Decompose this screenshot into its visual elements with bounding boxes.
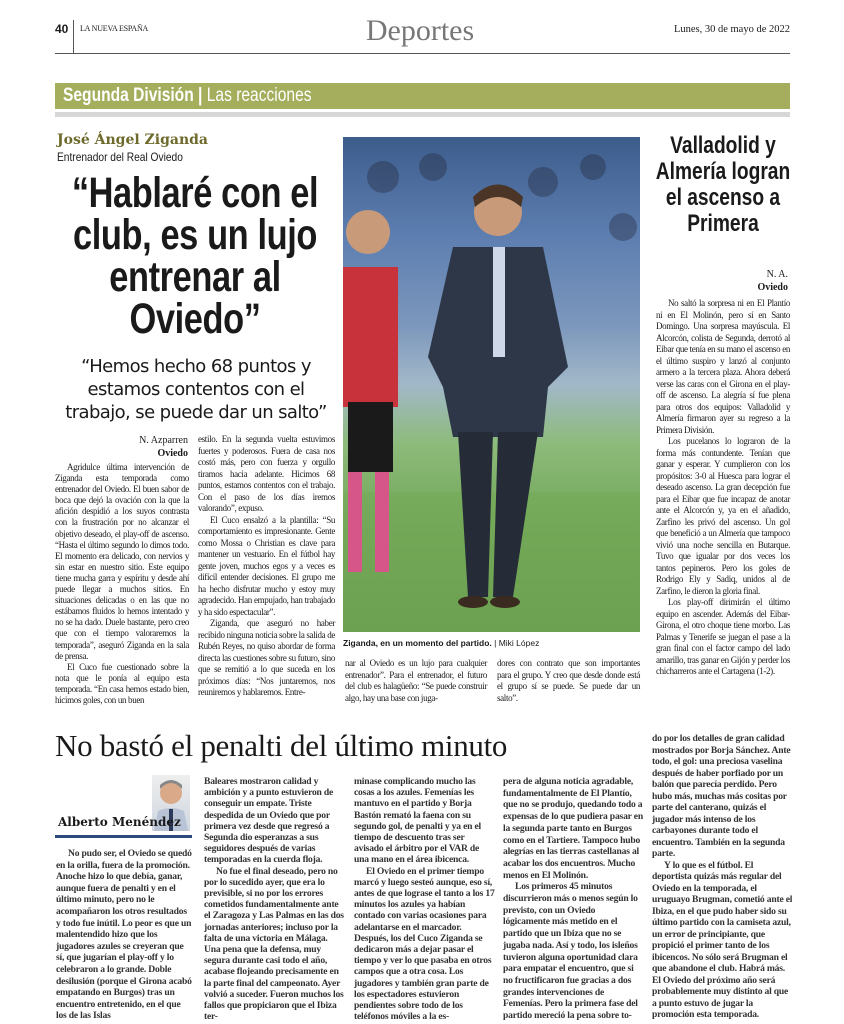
byline-city: Oviedo [157,448,188,459]
issue-date: Lunes, 30 de mayo de 2022 [673,24,790,35]
paragraph: pera de alguna noticia agradable, fundamentalmente de El Plantío, que no se produjo, quedando todo a expensas de lo que pudiera pasar en la segunda parte tanto en Burgos como en el Tartiere. Tampoco hubo alegrías en las tierras castellanas al acabar los dos encuentros. Mucho menos en El Molinón. [503,776,643,881]
paragraph: nar al Oviedo es un lujo para cualquier entrenador”. Para el entrenador, el futuro del club es halagüeño: “Se puede construir algo, hay una base con juga- [345,658,487,703]
photo-caption: Ziganda, en un momento del partido. | Miki López [343,638,540,648]
interviewee-name: José Ángel Ziganda [57,132,208,148]
byline-author: N. A. [766,269,788,280]
banner-section: Segunda División [63,85,194,106]
paragraph: estilo. En la segunda vuelta estuvimos fuertes y poderosos. Fuera de casa nos costó más, pero con fuerza y orgullo tiramos hacia adelante. Hicimos 68 puntos, estamos contentos con el trabajo. Con el paso de los días iremos valorando”, expuso. [198,434,335,513]
main-article-column-3 [345,658,487,704]
opinion-column-2 [204,776,346,1022]
paragraph: Los play-off dirimirán el último equipo en ascender. Además del Eibar-Girona, el otro choque tiene morbo. Las Palmas y Tenerife se juegan el pase a la gran final con el factor campo del lado amarillo, tras ganar en Gijón y perder los chicharreros ante el Cartagena (1-2). [656,597,790,676]
paragraph: dores con contrato que son importantes para el grupo. Y creo que desde donde está el grupo sí se puede. Se puede dar un salto”. [497,658,640,703]
opinion-column-3 [354,776,496,1022]
paragraph: Baleares mostraron calidad y ambición y a punto estuvieron de conseguir un empate. Triste despedida de un Oviedo que por primera vez desde que regresó a Segunda dio esperanzas a sus seguidores después de varias temporadas en la cuerda floja. [204,776,334,866]
paragraph: No saltó la sorpresa ni en El Plantío ni en El Molinón, pero sí en Santo Domingo. Una sorpresa mayúscula. El Alcorcón, colista de Segunda, derrotó al Eibar que tenía en su mano el ascenso en el último suspiro y lanzó al conjunto armero a la tercera plaza. Ahora deberá verse las caras con el Girona en el play-off de ascenso. La alegría sí fue plena para otros dos equipos: Valladolid y Almería firmaron ayer su regreso a la Primera División. [656,298,790,435]
paragraph: minase complicando mucho las cosas a los azules. Femenías les mantuvo en el partido y Borja Bastón remató la faena con su segundo gol, de penalti y ya en el tiempo de descuento tras ser avisado el árbitro por el VAR de una mano en el área ibicenca. [354,776,481,866]
photo-illustration [343,137,640,632]
opinion-column-1 [56,848,192,1022]
header-divider [73,20,74,54]
byline-author: N. Azparren [139,435,188,446]
columnist-rule [55,835,192,838]
banner-subsection: Las reacciones [206,85,312,106]
newspaper-name: LA NUEVA ESPAÑA [80,24,149,33]
main-article-column-4 [497,658,640,704]
opinion-headline: No bastó el penalti del último minuto [55,728,508,763]
side-byline [700,268,788,294]
side-headline: Valladolid y Almería logran el ascenso a Primera [655,132,791,237]
paragraph: El Cuco ensalzó a la plantilla: “Su comportamiento es impresionante. Gente como Mossa o Christian es clave para mantener un vestuario. En el fútbol hay gente joven, muchos egos y a veces es difícil entender decisiones. El grupo me ha hecho disfrutar mucho y estoy muy agradecido. Han empujado, han trabajado y ha sido espectacular”. [198,514,335,617]
main-article-column-1 [55,462,189,706]
paragraph: Y lo que es el fútbol. El deportista quizás más regular del Oviedo en la temporada, el uruguayo Brugman, cometió ante el Ibiza, en el que pudo haber sido su último partido con la camiseta azul, un error de principiante, que propició el primer tanto de los ibicencos. No sólo será Brugman el que abandone el club. Habrá más. El Oviedo del próximo año será probablemente muy distinto al que a punto estuvo de jugar la promoción esta temporada. [652,859,793,1020]
opinion-column-5 [652,733,794,1021]
paragraph: No fue el final deseado, pero no por lo sucedido ayer, que era lo previsible, si no por los errores cometidos fundamentalmente ante el Zaragoza y Las Palmas en las dos jornadas anteriores; incluso por la falta de una victoria en Málaga. Una pena que la defensa, muy segura durante casi todo el año, acabase flojeando precisamente en la parte final del campeonato. Ayer volvió a suceder. Fueron muchos los fallos que propiciaron que el Ibiza ter- [204,865,344,1023]
columnist-name: Alberto Menéndez [58,815,181,829]
side-article-body [656,298,790,678]
main-article-column-2 [198,434,335,699]
banner-underline [55,112,790,117]
ziganda-photo [343,137,640,632]
paragraph: El Oviedo en el primer tiempo marcó y luego sesteó aunque, eso sí, antes de que lograse el tanto a los 17 minutos los azules ya habían contado con varias ocasiones para adelantarse en el marcador. Después, los del Cuco Ziganda se dedicaron más a dejar pasar el tiempo y ver lo que pasaba en otros campos que a otra cosa. Los jugadores y también gran parte de los espectadores estuvieron pendientes sobre todo de los teléfonos móviles a la es- [354,865,495,1023]
interviewee-role: Entrenador del Real Oviedo [57,150,183,164]
header-rule [55,53,790,54]
byline-city: Oviedo [757,282,788,293]
page-number: 40 [55,22,69,36]
banner-separator: | [198,85,203,106]
main-subheadline: “Hemos hecho 68 puntos y estamos contentos con el trabajo, se puede dar un salto” [65,356,327,423]
paragraph: do por los detalles de gran calidad mostrados por Borja Sánchez. Ante todo, el gol: una preciosa vaselina después de haber porfiado por un balón que parecía perdido. Pero hubo más, muchas más cositas por parte del canterano, quizás el jugador más intenso de los carbayones durante todo el encuentro. También en la segunda parte. [652,733,791,859]
photo-credit: | Miki López [494,638,540,648]
paragraph: Ziganda, que aseguró no haber recibido ninguna noticia sobre la salida de Rubén Reyes, no quiso abordar de forma directa las cuestiones sobre su futuro, sino que se remitió a lo que suceda en los próximos días: “Nos juntaremos, nos reuniremos y hablaremos. Entre- [198,618,335,697]
paragraph: No pudo ser, el Oviedo se quedó en la orilla, fuera de la promoción. Anoche hizo lo que debía, ganar, aunque fuera de penalti y en el último minuto, pero no le acompañaron los otros resultados y todo fue inútil. Lo peor es que un malentendido hizo que los jugadores azules se creyeran que sí, que jugarían el play-off y lo celebraron a lo grande. Doble desilusión (porque el Girona acabó empatando en Burgos) tras un encuentro entretenido, en el que los de las Islas [56,848,192,1022]
main-byline [100,434,188,460]
paragraph: Los pucelanos lo lograron de la forma más contundente. Tenían que ganar y esperar. Y cumplieron con los propósitos: 3-0 al Huesca para lograr el deseado ascenso. La gran decepción fue para el Eibar que fue incapaz de anotar ante el Alcorcón y, ya en el añadido, Zarfino les privó del ascenso. Un gol que benefició a un Almería que tampoco vivió una noche sencilla en Butarque. Tuvo que igualar por dos veces los tantos pepineros. Pero los goles de Rodrigo Ely y Sadiq, unidos al de Zarfino, le dieron la gloria final. [656,436,790,596]
section-banner [55,83,790,109]
paragraph: El Cuco fue cuestionado sobre la nota que le ponía al equipo esta temporada. “En casa hemos estado bien, hicimos goles, con un buen [55,661,189,705]
main-headline: “Hablaré con el club, es un lujo entrenar al Oviedo” [71,169,319,343]
paragraph: Agridulce última intervención de Ziganda esta temporada como entrenador del Oviedo. El buen sabor de boca que dejó la ovación con la que la afición despidió a los suyos contrasta con la frustración por no alcanzar el objetivo deseado, el play-off de ascenso. “Hasta el último segundo lo dimos todo. El momento era delicado, con nervios y sin estar en nuestro sitio. Este equipo tiene mucha garra y espíritu y desde ahí puede llegar a muchos sitios. En situaciones delicadas o en las que no estábamos fluidos lo hemos intentado y no se ha dado. Duele bastante, pero creo que con el tiempo valoraremos la temporada”, aseguró Ziganda en la sala de prensa. [55,462,189,661]
section-title: Deportes [365,14,475,47]
paragraph: Los primeros 45 minutos discurrieron más o menos según lo previsto, con un Oviedo lógicamente más metido en el partido que un Ibiza que no se jugaba nada. Así y todo, los isleños tuvieron alguna oportunidad clara para empatar el encuentro, que si no fructificaron fue gracias a dos grandes intervenciones de Femenías. Pero la primera fase del partido mereció la pena sobre to- [503,881,638,1022]
opinion-column-4 [503,776,643,1022]
